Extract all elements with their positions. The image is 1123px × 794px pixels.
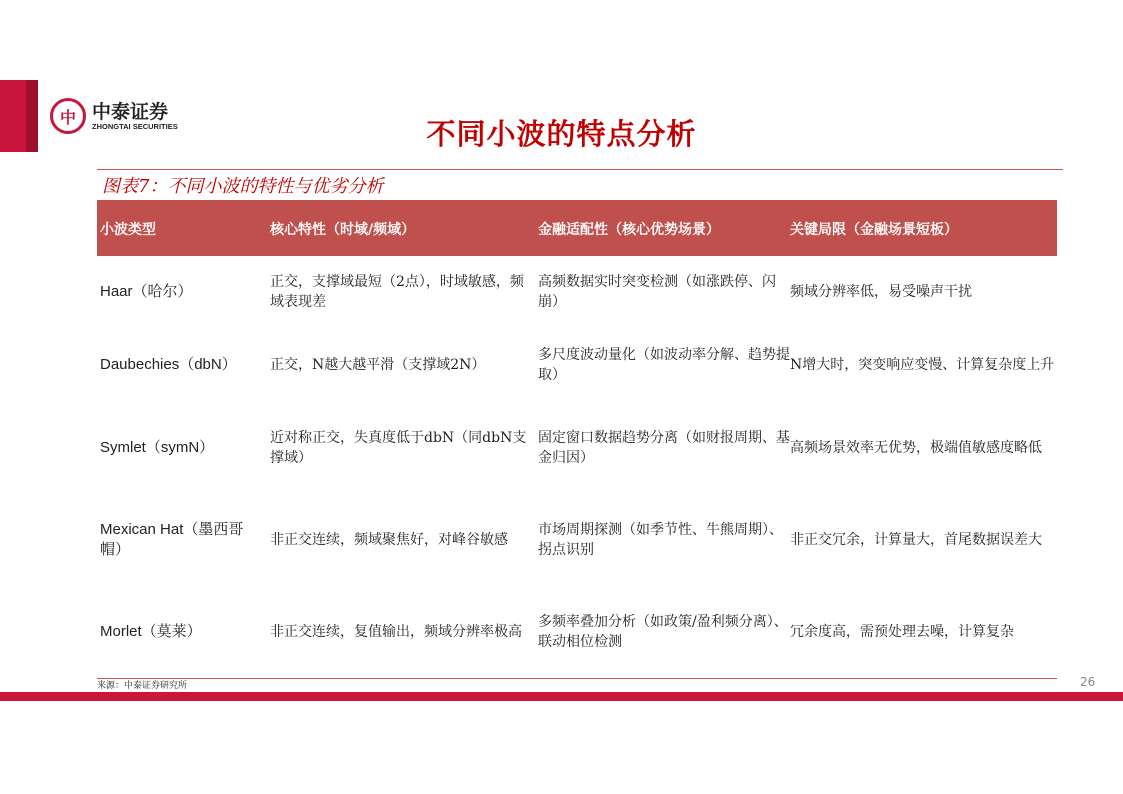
cell-features: 近对称正交，失真度低于dbN（同dbN支撑域）	[270, 430, 527, 466]
cell-limit: 冗余度高，需预处理去噪，计算复杂	[790, 624, 1014, 640]
cell-features: 正交，N越大越平滑（支撑域2N）	[270, 357, 486, 373]
cell-features: 非正交连续，复值输出，频域分辨率极高	[270, 624, 522, 640]
logo-icon: 中	[50, 98, 86, 134]
cell-fit: 多尺度波动量化（如波动率分解、趋势提取）	[538, 347, 790, 383]
header-wavelet-type: 小波类型	[100, 222, 156, 238]
cell-type: Morlet（莫莱）	[100, 623, 202, 640]
cell-fit: 固定窗口数据趋势分离（如财报周期、基金归因）	[538, 430, 790, 466]
source-note: 来源：中泰证券研究所	[97, 681, 188, 691]
slide-title: 不同小波的特点分析	[426, 117, 697, 151]
cell-features: 正交，支撑域最短（2点），时域敏感，频域表现差	[270, 274, 524, 310]
logo-name-cn: 中泰证券	[92, 100, 169, 123]
cell-type: Symlet（symN）	[100, 439, 215, 456]
header-financial-fit: 金融适配性（核心优势场景）	[538, 222, 720, 238]
page-number: 26	[1080, 675, 1096, 689]
header-core-features: 核心特性（时域/频域）	[270, 222, 416, 238]
cell-limit: 非正交冗余，计算量大，首尾数据误差大	[790, 532, 1042, 548]
bottom-accent-bar	[0, 692, 1123, 701]
table-header	[97, 200, 1057, 256]
cell-limit: N增大时，突变响应变慢、计算复杂度上升	[790, 357, 1055, 373]
cell-features: 非正交连续，频域聚焦好，对峰谷敏感	[270, 532, 508, 548]
cell-type: Daubechies（dbN）	[100, 356, 237, 373]
cell-limit: 频域分辨率低，易受噪声干扰	[790, 284, 972, 300]
cell-type: Haar（哈尔）	[100, 283, 193, 300]
footer-divider	[97, 678, 1057, 679]
logo-name-en: ZHONGTAI SECURITIES	[92, 121, 178, 131]
header-limitations: 关键局限（金融场景短板）	[790, 222, 958, 238]
title-divider	[97, 169, 1063, 170]
cell-fit: 高频数据实时突变检测（如涨跌停、闪崩）	[538, 274, 776, 310]
figure-caption: 图表7：不同小波的特性与优劣分析	[102, 176, 384, 197]
cell-fit: 多频率叠加分析（如政策/盈利频分离）、联动相位检测	[538, 614, 788, 650]
cell-limit: 高频场景效率无优势，极端值敏感度略低	[790, 440, 1042, 456]
cell-type: Mexican Hat（墨西哥帽）	[100, 521, 244, 558]
cell-fit: 市场周期探测（如季节性、牛熊周期）、拐点识别	[538, 522, 783, 558]
